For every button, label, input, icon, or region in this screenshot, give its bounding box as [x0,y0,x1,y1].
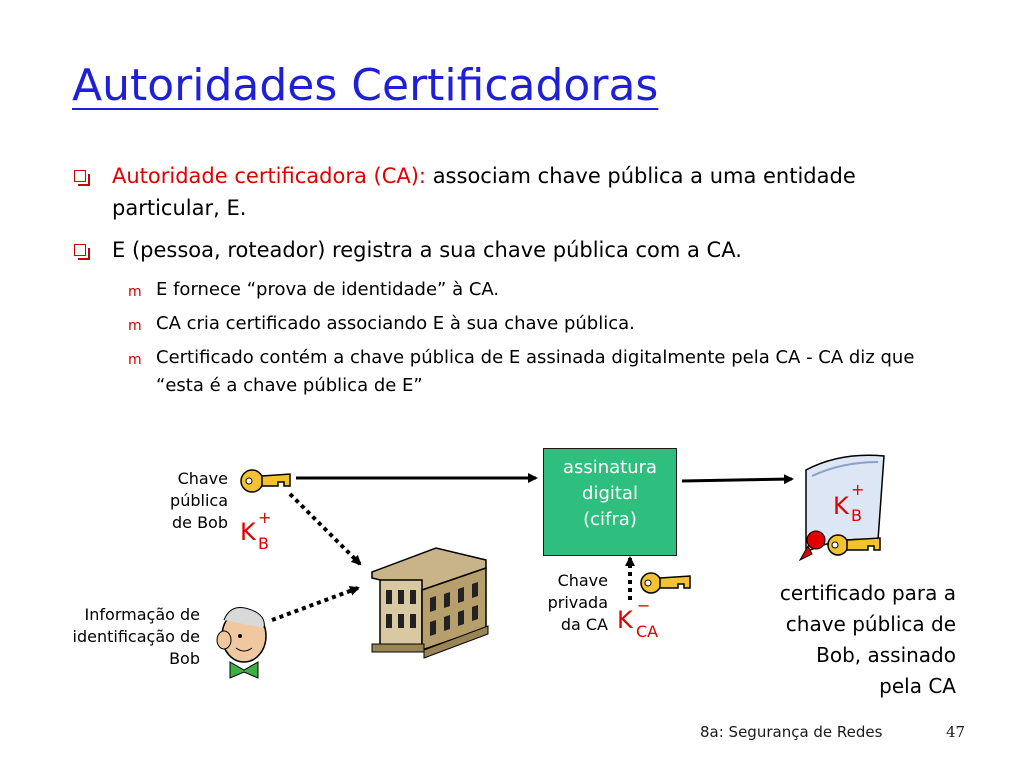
bullet-text: associam chave pública a uma entidade particular, E. [112,164,856,220]
circle-bullet-icon: m [128,284,142,300]
label-line: privada [547,593,608,612]
bob-public-key-label [130,468,228,534]
label-line: de Bob [171,513,228,532]
label-line: Chave [557,571,608,590]
bullet-highlight: Autoridade certificadora (CA): [112,164,427,188]
kca-superscript: − [637,596,651,615]
arrow-key-to-ca [290,494,360,564]
cert-kb-superscript: + [851,480,865,499]
caption-line: chave pública de [785,612,956,636]
label-line: Chave [177,469,228,488]
label-line: pública [170,491,228,510]
kca-symbol: K [617,606,633,634]
bob-public-key-icon [241,470,290,492]
circle-bullet-icon: m [128,318,142,334]
caption-line: certificado para a [779,581,956,605]
circle-bullet-icon: m [128,352,142,368]
cert-kb-symbol: K [833,492,849,520]
cert-kb-subscript: B [851,506,862,525]
box-line: assinatura [562,457,658,478]
caption-line: Bob, assinado [816,643,956,667]
label-line: identificação de [72,627,200,646]
label-line: da CA [560,615,608,634]
arrow-signature-to-certificate [682,479,792,481]
slide-title: Autoridades Certificadoras [72,60,659,111]
kb-superscript: + [258,508,272,527]
ca-private-key-label [512,570,608,636]
kca-subscript: CA [636,622,659,641]
digital-signature-box [543,448,677,556]
caption-line: pela CA [879,674,956,698]
footer-text: 8a: Segurança de Redes [700,723,883,741]
page-number: 47 [946,723,966,741]
sub-bullet-text: CA cria certificado associando E à sua chave pública. [156,313,635,334]
ca-private-key-icon [641,573,690,593]
ca-building-icon [372,548,488,658]
kb-subscript: B [258,534,269,553]
kb-symbol: K [240,518,256,546]
bob-face-icon [217,608,266,679]
label-line: Informação de [84,605,200,624]
bullet-text: E (pessoa, roteador) registra a sua chave pública com a CA. [112,238,742,262]
box-line: digital [582,483,638,504]
label-line: Bob [169,649,200,668]
bob-id-label [10,604,200,670]
sub-bullet-text: E fornece “prova de identidade” à CA. [156,279,500,300]
arrow-id-to-ca [272,588,358,620]
certificate-caption [700,578,956,702]
sub-bullet-text: Certificado contém a chave pública de E assinada digitalmente pela CA - CA diz que “esta é a chave pública de E” [156,347,915,396]
box-line: (cifra) [583,509,637,530]
